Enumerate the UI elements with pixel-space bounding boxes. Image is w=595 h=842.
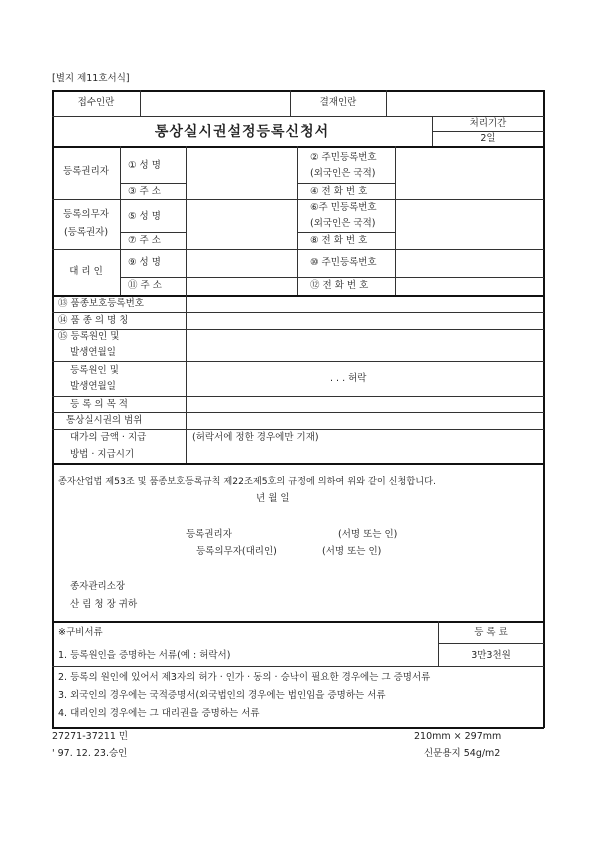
agent-name-label: ⑨ 성 명 (128, 257, 161, 268)
agent-label: 대 리 인 (69, 266, 103, 277)
receipt-stamp-label: 접수인란 (77, 97, 115, 108)
declaration-date[interactable]: 년 월 일 (256, 493, 290, 504)
obligor-name-field[interactable] (187, 200, 296, 231)
holder-id-label: ② 주민등록번호 (310, 152, 377, 163)
agent-address-label: ⑪ 주 소 (128, 280, 162, 291)
variety-name-field[interactable] (187, 313, 542, 328)
obligor-id-note: (외국인은 국적) (310, 218, 376, 229)
purpose-field[interactable] (187, 397, 542, 411)
agent-phone-field[interactable] (396, 278, 542, 294)
purpose-label: 등 록 의 목 적 (70, 399, 128, 410)
cause-date-label: 발생연월일 (70, 347, 116, 358)
approval-date: ' 97. 12. 23.승인 (52, 748, 128, 759)
holder-phone-field[interactable] (396, 184, 542, 198)
doc-item: 2. 등록의 원인에 있어서 제3자의 허가 · 인가 · 동의 · 승낙이 필요한 경우에는 그 증명서류 (58, 672, 431, 683)
paper-size: 210mm × 297mm (414, 731, 502, 742)
processing-period-label: 처리기간 (469, 118, 507, 129)
holder-label: 등록권리자 (63, 166, 109, 177)
cause2-label: 등록원인 및 (70, 365, 119, 376)
payment-note: (허락서에 정한 경우에만 기재) (192, 432, 319, 443)
approval-stamp-field[interactable] (387, 91, 542, 115)
fee-label: 등 록 료 (474, 627, 508, 638)
agent-phone-label: ⑫ 전 화 번 호 (310, 280, 369, 291)
processing-period-value: 2일 (480, 133, 496, 144)
approval-stamp-label: 결재인란 (319, 97, 357, 108)
cause2-date-label: 발생연월일 (70, 381, 116, 392)
paper-type: 신문용지 54g/m2 (424, 748, 501, 759)
cause2-value[interactable]: . . . 허락 (330, 373, 367, 384)
scope-label: 통상실시권의 범위 (66, 415, 143, 426)
holder-sign-label: 등록권리자 (186, 529, 232, 540)
obligor-sign-label: 등록의무자(대리인) (196, 546, 277, 557)
declaration-statement: 종자산업법 제53조 및 품종보호등록규칙 제22조제5호의 규정에 의하여 위와 같이 신청합니다. (58, 476, 436, 487)
payment-label: 대가의 금액 · 지급 (70, 432, 147, 443)
obligor-id-field[interactable] (396, 200, 542, 231)
doc-item: 3. 외국인의 경우에는 국적증명서(외국법인의 경우에는 법인임을 증명하는 서류 (58, 690, 386, 701)
obligor-address-label: ⑦ 주 소 (128, 235, 161, 246)
agent-name-field[interactable] (187, 250, 296, 276)
cause-field[interactable] (187, 330, 542, 360)
holder-name-label: ① 성 명 (128, 160, 161, 171)
scope-field[interactable] (187, 413, 542, 428)
variety-no-label: ⑬ 품종보호등록번호 (58, 298, 144, 309)
doc-item: 1. 등록원인을 증명하는 서류(예 : 허락서) (58, 650, 231, 661)
holder-address-field[interactable] (187, 184, 296, 198)
addressee-2: 산 림 청 장 귀하 (70, 599, 138, 610)
obligor-label: 등록의무자 (63, 209, 109, 220)
doc-item: 4. 대리인의 경우에는 그 대리권을 증명하는 서류 (58, 708, 260, 719)
holder-name-field[interactable] (187, 147, 296, 182)
obligor-id-label: ⑥주 민등록번호 (310, 202, 377, 213)
obligor-sublabel: (등록권자) (63, 227, 109, 238)
obligor-address-field[interactable] (187, 233, 296, 248)
holder-id-note: (외국인은 국적) (310, 168, 376, 179)
obligor-phone-field[interactable] (396, 233, 542, 248)
cause-label: ⑮ 등록원인 및 (58, 331, 120, 342)
form-title: 통상실시권설정등록신청서 (154, 124, 330, 140)
obligor-signature[interactable]: (서명 또는 인) (322, 546, 382, 557)
addressee-1: 종자관리소장 (70, 581, 126, 592)
receipt-stamp-field[interactable] (141, 91, 289, 115)
fee-value: 3만3천원 (471, 650, 511, 661)
agent-id-field[interactable] (396, 250, 542, 276)
holder-signature[interactable]: (서명 또는 인) (338, 529, 398, 540)
obligor-name-label: ⑤ 성 명 (128, 211, 161, 222)
agent-address-field[interactable] (187, 278, 296, 294)
holder-id-field[interactable] (396, 147, 542, 182)
holder-phone-label: ④ 전 화 번 호 (310, 186, 368, 197)
payment-method-label: 방법 · 지급시기 (70, 449, 135, 460)
form-code: 27271-37211 민 (52, 731, 129, 742)
agent-id-label: ⑩ 주민등록번호 (310, 257, 377, 268)
required-docs-header: ※구비서류 (58, 627, 103, 638)
holder-address-label: ③ 주 소 (128, 186, 161, 197)
form-number-label: [별지 제11호서식] (52, 73, 130, 84)
variety-name-label: ⑭ 품 종 의 명 칭 (58, 315, 129, 326)
obligor-phone-label: ⑧ 전 화 번 호 (310, 235, 368, 246)
variety-no-field[interactable] (187, 296, 542, 311)
